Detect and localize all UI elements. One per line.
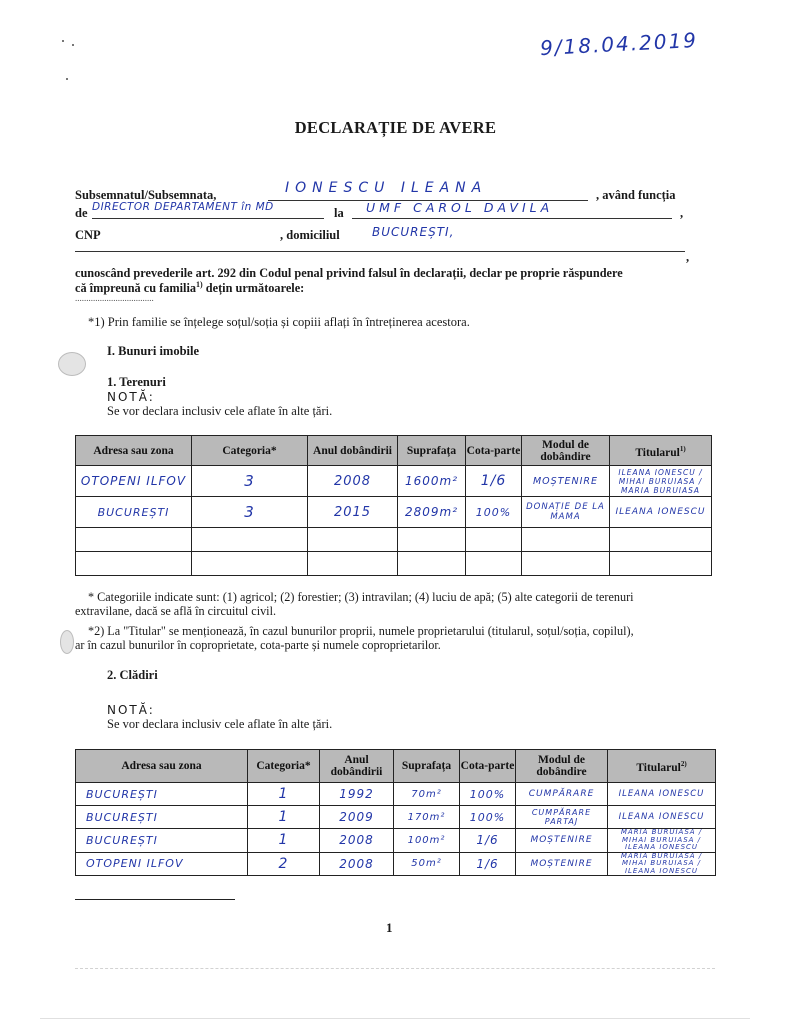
cell-anul: 2009 bbox=[320, 806, 394, 829]
cell-suprafata: 100m² bbox=[394, 829, 460, 853]
intro-dots: ................................... bbox=[75, 293, 154, 303]
registration-number: 9/18.04.2019 bbox=[539, 27, 699, 61]
terenuri-table bbox=[75, 435, 712, 576]
scan-speck bbox=[66, 78, 68, 80]
cell-empty bbox=[76, 552, 192, 576]
cell-titular: ILEANA IONESCU bbox=[608, 783, 716, 806]
document-title: DECLARAȚIE DE AVERE bbox=[294, 118, 497, 137]
domiciliu-label: , domiciliul bbox=[280, 228, 340, 242]
cell-modul: MOȘTENIRE bbox=[516, 829, 608, 853]
cell-anul: 2008 bbox=[308, 466, 398, 497]
table-header-row bbox=[76, 436, 712, 466]
cell-empty bbox=[308, 552, 398, 576]
col-header-adresa: Adresa sau zona bbox=[76, 436, 192, 466]
cell-titular: ILEANA IONESCU / MIHAI BURUIASA / MARIA BURUIASA bbox=[610, 466, 712, 497]
address-underline bbox=[75, 251, 685, 252]
cell-adresa: OTOPENI ILFOV bbox=[76, 852, 248, 876]
scan-speck bbox=[72, 44, 74, 46]
note-categories-2: extravilane, dacă se află în circuitul civil. bbox=[75, 604, 276, 618]
declarant-function: DIRECTOR DEPARTAMENT în MD bbox=[92, 201, 274, 213]
nota-text-terenuri: Se vor declara inclusiv cele aflate în alte țări. bbox=[107, 404, 333, 418]
cell-categoria: 1 bbox=[248, 783, 320, 806]
cell-cota: 1/6 bbox=[460, 852, 516, 876]
cell-modul: DONAȚIE DE LA MAMA bbox=[522, 497, 610, 528]
col-header-cota: Cota-parte bbox=[466, 436, 522, 466]
table-row bbox=[76, 852, 716, 876]
cell-anul: 2015 bbox=[308, 497, 398, 528]
cell-anul: 1992 bbox=[320, 783, 394, 806]
cell-cota: 1/6 bbox=[460, 829, 516, 853]
col-header-suprafata: Suprafața bbox=[398, 436, 466, 466]
cell-empty bbox=[398, 552, 466, 576]
punch-hole bbox=[60, 630, 74, 654]
subsection-cladiri: 2. Clădiri bbox=[107, 668, 158, 682]
institution-underline bbox=[352, 218, 672, 219]
table-row bbox=[76, 466, 712, 497]
cell-suprafata: 1600m² bbox=[398, 466, 466, 497]
cell-cota: 100% bbox=[466, 497, 522, 528]
col-header-categoria: Categoria* bbox=[192, 436, 308, 466]
declarant-label: Subsemnatul/Subsemnata, bbox=[75, 188, 217, 202]
col-header-cota: Cota-parte bbox=[460, 750, 516, 783]
cell-empty bbox=[76, 528, 192, 552]
nota-text-cladiri: Se vor declara inclusiv cele aflate în alte țări. bbox=[107, 717, 333, 731]
col-header-suprafata: Suprafața bbox=[394, 750, 460, 783]
scan-ghost-line bbox=[75, 968, 715, 969]
cell-empty bbox=[398, 528, 466, 552]
section-heading-bunuri-imobile: I. Bunuri imobile bbox=[107, 344, 200, 358]
cell-adresa: BUCUREȘTI bbox=[76, 829, 248, 853]
col-header-anul: Anul dobândirii bbox=[308, 436, 398, 466]
note-titular-1: *2) La "Titular" se menționează, în cazul bunurilor proprii, numele proprietarului (titularul, soțul/soția, copilul), bbox=[88, 624, 634, 638]
declarant-name: IONESCU ILEANA bbox=[285, 180, 488, 196]
de-label: de bbox=[75, 206, 88, 220]
line-comma: , bbox=[680, 206, 684, 220]
table-header-row bbox=[76, 750, 716, 783]
footnote-family: *1) Prin familie se înțelege soțul/soția și copiii aflați în întreținerea acestora. bbox=[88, 315, 470, 329]
cell-modul: CUMPĂRARE bbox=[516, 783, 608, 806]
cell-adresa: BUCUREȘTI bbox=[76, 783, 248, 806]
cell-suprafata: 2809m² bbox=[398, 497, 466, 528]
declarant-institution: UMF CAROL DAVILA bbox=[366, 200, 554, 215]
cell-empty bbox=[610, 528, 712, 552]
cell-categoria: 2 bbox=[248, 852, 320, 876]
cell-empty bbox=[308, 528, 398, 552]
table-row bbox=[76, 806, 716, 829]
cell-cota: 1/6 bbox=[466, 466, 522, 497]
function-underline bbox=[92, 218, 324, 219]
cnp-label: CNP bbox=[75, 228, 101, 242]
intro-line-1: cunoscând prevederile art. 292 din Codul penal privind falsul în declarații, declar pe proprie răspundere bbox=[75, 266, 623, 280]
cell-anul: 2008 bbox=[320, 829, 394, 853]
col-header-categoria: Categoria* bbox=[248, 750, 320, 783]
col-header-modul: Modul de dobândire bbox=[522, 436, 610, 466]
scan-edge-line bbox=[40, 1018, 750, 1019]
cell-empty bbox=[192, 528, 308, 552]
cell-categoria: 3 bbox=[192, 466, 308, 497]
cell-categoria: 1 bbox=[248, 829, 320, 853]
cell-modul: CUMPĂRARE PARTAJ bbox=[516, 806, 608, 829]
cell-empty bbox=[192, 552, 308, 576]
cell-adresa: OTOPENI ILFOV bbox=[76, 466, 192, 497]
cell-empty bbox=[610, 552, 712, 576]
cell-modul: MOȘTENIRE bbox=[516, 852, 608, 876]
col-header-titular: Titularul$^{1)}$ bbox=[610, 436, 712, 466]
cell-modul: MOȘTENIRE bbox=[522, 466, 610, 497]
table-row bbox=[76, 783, 716, 806]
la-label: la bbox=[334, 206, 344, 220]
cell-categoria: 1 bbox=[248, 806, 320, 829]
page-number: 1 bbox=[386, 920, 393, 935]
table-row bbox=[76, 497, 712, 528]
cell-titular: MARIA BURUIASA / MIHAI BURUIASA / ILEANA IONESCU bbox=[608, 829, 716, 853]
cladiri-table bbox=[75, 749, 716, 876]
col-header-titular: Titularul$^{2)}$ bbox=[608, 750, 716, 783]
domiciliu-value: BUCUREȘTI, bbox=[372, 225, 455, 239]
subsection-terenuri: 1. Terenuri bbox=[107, 375, 166, 389]
cell-suprafata: 170m² bbox=[394, 806, 460, 829]
cell-suprafata: 50m² bbox=[394, 852, 460, 876]
line-comma-2: , bbox=[686, 250, 690, 264]
nota-label-terenuri: NOTĂ: bbox=[107, 390, 155, 404]
col-header-modul: Modul de dobândire bbox=[516, 750, 608, 783]
punch-hole bbox=[58, 352, 86, 376]
cell-adresa: BUCUREȘTI bbox=[76, 497, 192, 528]
intro-line-2: că împreună cu familia$^{1)}$ dețin următoarele: bbox=[75, 280, 305, 296]
note-titular-2: ar în cazul bunurilor în coproprietate, cota-parte și numele coproprietarilor. bbox=[75, 638, 441, 652]
table-row bbox=[76, 829, 716, 853]
cell-cota: 100% bbox=[460, 783, 516, 806]
col-header-adresa: Adresa sau zona bbox=[76, 750, 248, 783]
function-label: , având funcția bbox=[596, 188, 676, 202]
cell-empty bbox=[522, 528, 610, 552]
col-header-anul: Anul dobândirii bbox=[320, 750, 394, 783]
cell-titular: ILEANA IONESCU bbox=[608, 806, 716, 829]
cell-empty bbox=[466, 552, 522, 576]
cell-titular: MARIA BURUIASA / MIHAI BURUIASA / ILEANA IONESCU bbox=[608, 852, 716, 876]
table-row-empty bbox=[76, 528, 712, 552]
note-categories-1: * Categoriile indicate sunt: (1) agricol; (2) forestier; (3) intravilan; (4) luciu de apă; (5) alte categorii de terenuri bbox=[88, 590, 634, 604]
cell-empty bbox=[466, 528, 522, 552]
cell-titular: ILEANA IONESCU bbox=[610, 497, 712, 528]
scan-speck bbox=[62, 40, 64, 42]
table-row-empty bbox=[76, 552, 712, 576]
cell-adresa: BUCUREȘTI bbox=[76, 806, 248, 829]
cell-categoria: 3 bbox=[192, 497, 308, 528]
cell-anul: 2008 bbox=[320, 852, 394, 876]
cell-empty bbox=[522, 552, 610, 576]
nota-label-cladiri: NOTĂ: bbox=[107, 703, 155, 717]
cell-cota: 100% bbox=[460, 806, 516, 829]
footnote-rule bbox=[75, 899, 235, 900]
cell-suprafata: 70m² bbox=[394, 783, 460, 806]
